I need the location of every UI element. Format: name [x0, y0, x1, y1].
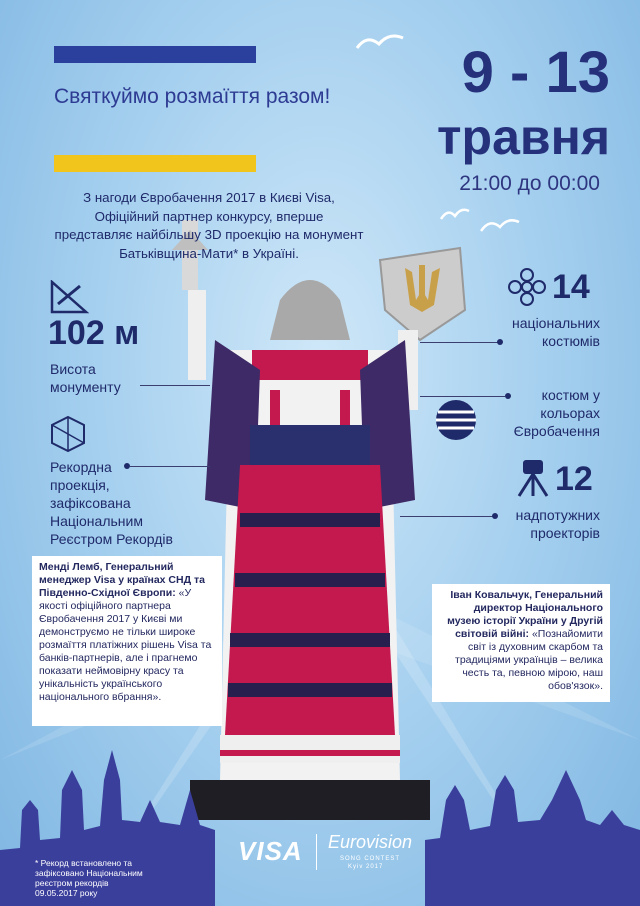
event-time: 21:00 до 00:00 [459, 172, 600, 195]
projector-tripod-icon [515, 458, 551, 498]
event-dates: 9 - 13 [461, 40, 610, 105]
quote-left-text: «У якості офіційного партнера Євробачення 2017 у Києві ми демонструємо не тільки широке розмаїття платіжних рішень Visa та банків-партнерів, але і прагнемо показати неймовірну красу та унікальність українського національного вбрання». [39, 587, 212, 703]
record-label: Рекордна проекція, зафіксована Національним Реєстром Рекордів [50, 459, 173, 547]
height-value: 102 м [48, 314, 140, 352]
event-month: травня [437, 109, 610, 165]
logo-divider [316, 834, 317, 870]
eurovision-logo: Eurovision [328, 832, 413, 852]
costumes-label: національних костюмів [512, 315, 600, 349]
quote-box-right [432, 584, 610, 702]
seagull-icon [480, 215, 520, 237]
connector-line [420, 396, 505, 397]
projectors-count: 12 [555, 460, 593, 498]
striped-globe-icon [434, 398, 478, 442]
footnote: * Рекорд встановлено та зафіксовано Національним реєстром рекордів 09.05.2017 року [35, 858, 143, 898]
cube-outline-icon [50, 415, 86, 453]
connector-dot [497, 339, 503, 345]
quote-right-text: «Познайомити світ із духовним скарбом та традиціями українців – велика честь та, певною мірою, наш обов'язок». [455, 628, 603, 692]
headline: Святкуймо розмаїття разом! [54, 85, 331, 108]
connector-line [420, 342, 500, 343]
flag-bar-blue [54, 46, 256, 63]
quote-left-author: Менді Лемб, Генеральний менеджер Visa у країнах СНД та Південно-Східної Європи: [39, 561, 205, 599]
height-label: Висота монументу [50, 361, 121, 395]
eurovision-subtitle: SONG CONTEST [340, 856, 401, 862]
eurovision-city: Kyiv 2017 [348, 864, 384, 870]
connector-line [130, 466, 210, 467]
visa-logo: VISA [238, 836, 303, 866]
flower-icon [508, 268, 546, 306]
connector-line [400, 516, 495, 517]
costumes-count: 14 [552, 268, 590, 306]
sponsor-logos [228, 822, 418, 884]
quote-box-left [32, 556, 222, 726]
connector-line [140, 385, 210, 386]
eurovision-costume-label: костюм у кольорах Євробачення [513, 387, 600, 439]
measuring-tools-icon [50, 280, 90, 314]
quote-right-author: Іван Ковальчук, Генеральний директор Національного музею історії України у Другій світовій війні: [447, 589, 603, 640]
connector-dot [492, 513, 498, 519]
flag-bar-yellow [54, 155, 256, 172]
intro-text: З нагоди Євробачення 2017 в Києві Visa, Офіційний партнер конкурсу, вперше представляє найбільшу 3D проекцію на монумент Батьківщина-Мати* в Україні. [54, 190, 364, 261]
seagull-icon [355, 30, 405, 55]
projectors-label: надпотужних проекторів [515, 507, 600, 541]
